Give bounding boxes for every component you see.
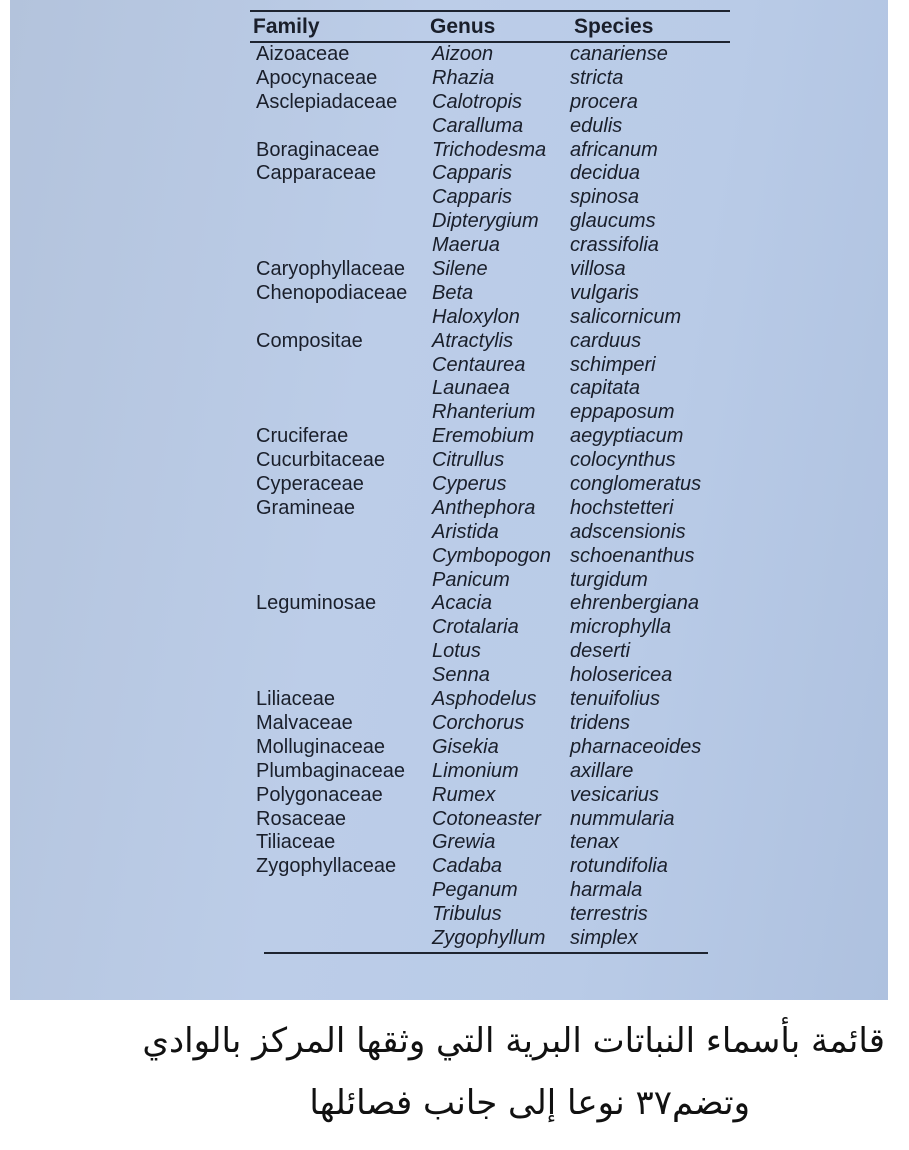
cell-genus: Haloxylon <box>432 305 520 328</box>
table-row <box>250 282 730 306</box>
table-row <box>250 640 730 664</box>
cell-genus: Panicum <box>432 568 510 591</box>
cell-species: simplex <box>570 926 638 949</box>
table-row <box>250 186 730 210</box>
cell-species: turgidum <box>570 568 648 591</box>
cell-genus: Calotropis <box>432 90 523 113</box>
cell-genus: Crotalaria <box>432 616 519 639</box>
table-row <box>250 162 730 186</box>
cell-species: canariense <box>570 43 668 65</box>
cell-family: Tiliaceae <box>256 831 336 854</box>
cell-species: tridens <box>570 711 631 734</box>
cell-family: Plumbaginaceae <box>256 759 405 782</box>
table-row <box>250 879 730 903</box>
table-row <box>250 903 730 927</box>
cell-family: Asclepiadaceae <box>256 90 398 113</box>
cell-genus: Cymbopogon <box>432 544 551 567</box>
cell-genus: Grewia <box>432 831 496 854</box>
cell-species: schimperi <box>570 353 656 376</box>
cell-species: nummularia <box>570 807 675 830</box>
cell-species: spinosa <box>570 186 639 209</box>
cell-species: villosa <box>570 258 626 281</box>
cell-genus: Caralluma <box>432 114 524 137</box>
cell-genus: Cyperus <box>432 473 507 496</box>
cell-genus: Beta <box>432 281 474 304</box>
cell-family: Apocynaceae <box>256 66 378 89</box>
cell-genus: Capparis <box>432 186 513 209</box>
table-row <box>250 784 730 808</box>
cell-family: Chenopodiaceae <box>256 281 408 304</box>
cell-genus: Dipterygium <box>432 210 539 233</box>
cell-genus: Anthephora <box>432 496 536 519</box>
table-body <box>250 43 730 951</box>
cell-genus: Zygophyllum <box>432 926 546 949</box>
cell-genus: Maerua <box>432 234 500 257</box>
cell-genus: Peganum <box>432 879 518 902</box>
table-row <box>250 927 730 951</box>
cell-genus: Corchorus <box>432 711 525 734</box>
cell-species: glaucums <box>570 210 656 233</box>
cell-family: Cyperaceae <box>256 473 364 496</box>
cell-species: procera <box>570 90 638 113</box>
table-row <box>250 808 730 832</box>
cell-genus: Acacia <box>432 592 493 615</box>
header-species: Species <box>574 15 654 38</box>
cell-species: capitata <box>570 377 641 400</box>
cell-family: Liliaceae <box>256 688 335 711</box>
table-row <box>250 760 730 784</box>
cell-species: aegyptiacum <box>570 425 684 448</box>
cell-family: Leguminosae <box>256 592 377 615</box>
cell-family: Caryophyllaceae <box>256 258 405 281</box>
table-row <box>250 377 730 401</box>
cell-family: Boraginaceae <box>256 138 380 161</box>
cell-species: vesicarius <box>570 783 659 806</box>
cell-species: axillare <box>570 759 634 782</box>
table-row <box>250 545 730 569</box>
cell-family: Molluginaceae <box>256 735 385 758</box>
cell-genus: Tribulus <box>432 903 502 926</box>
table-row <box>250 234 730 258</box>
cell-family: Malvaceae <box>256 711 353 734</box>
cell-species: salicornicum <box>570 305 682 328</box>
cell-genus: Lotus <box>432 640 481 663</box>
cell-family: Capparaceae <box>256 162 377 185</box>
cell-family: Cucurbitaceae <box>256 449 385 472</box>
cell-species: microphylla <box>570 616 672 639</box>
table-bottom-rule <box>264 952 708 954</box>
cell-species: holosericea <box>570 664 673 687</box>
cell-family: Rosaceae <box>256 807 347 830</box>
cell-genus: Rumex <box>432 783 496 806</box>
header-genus: Genus <box>430 15 496 38</box>
table-row <box>250 115 730 139</box>
cell-genus: Centaurea <box>432 353 526 376</box>
table-row <box>250 67 730 91</box>
cell-family: Polygonaceae <box>256 783 383 806</box>
table-row <box>250 210 730 234</box>
header-family: Family <box>253 15 320 38</box>
cell-species: schoenanthus <box>570 544 695 567</box>
cell-species: crassifolia <box>570 234 659 257</box>
table-row <box>250 521 730 545</box>
table-row <box>250 664 730 688</box>
table-row <box>250 497 730 521</box>
table-row <box>250 425 730 449</box>
cell-species: deserti <box>570 640 631 663</box>
cell-genus: Asphodelus <box>432 688 537 711</box>
cell-genus: Launaea <box>432 377 510 400</box>
cell-genus: Citrullus <box>432 449 505 472</box>
cell-genus: Rhazia <box>432 66 495 89</box>
cell-species: edulis <box>570 114 623 137</box>
cell-genus: Gisekia <box>432 735 499 758</box>
cell-family: Zygophyllaceae <box>256 855 397 878</box>
cell-species: africanum <box>570 138 658 161</box>
cell-species: adscensionis <box>570 520 686 543</box>
document-photo <box>10 0 888 1000</box>
cell-family: Cruciferae <box>256 425 349 448</box>
arabic-caption <box>0 1010 890 1134</box>
table-row <box>250 712 730 736</box>
table-row <box>250 43 730 67</box>
cell-genus: Capparis <box>432 162 513 185</box>
cell-species: tenuifolius <box>570 688 661 711</box>
cell-species: harmala <box>570 879 643 902</box>
table-row <box>250 592 730 616</box>
table-row <box>250 688 730 712</box>
table-row <box>250 473 730 497</box>
table-row <box>250 569 730 593</box>
cell-species: eppaposum <box>570 401 675 424</box>
cell-species: hochstetteri <box>570 496 674 519</box>
cell-genus: Eremobium <box>432 425 535 448</box>
table-row <box>250 855 730 879</box>
cell-genus: Silene <box>432 258 488 281</box>
cell-species: decidua <box>570 162 641 185</box>
table-row <box>250 330 730 354</box>
cell-species: terrestris <box>570 903 648 926</box>
cell-genus: Cotoneaster <box>432 807 541 830</box>
cell-species: carduus <box>570 329 642 352</box>
cell-species: ehrenbergiana <box>570 592 699 615</box>
cell-genus: Aristida <box>432 520 499 543</box>
cell-species: pharnaceoides <box>570 735 702 758</box>
table-row <box>250 736 730 760</box>
cell-genus: Senna <box>432 664 490 687</box>
cell-species: tenax <box>570 831 619 854</box>
table-row <box>250 306 730 330</box>
table-row <box>250 139 730 163</box>
table-row <box>250 401 730 425</box>
cell-genus: Limonium <box>432 759 519 782</box>
table-top-rule <box>250 10 730 12</box>
table-row <box>250 354 730 378</box>
cell-species: stricta <box>570 66 624 89</box>
table-row <box>250 831 730 855</box>
cell-genus: Rhanterium <box>432 401 536 424</box>
cell-species: vulgaris <box>570 281 639 304</box>
cell-genus: Trichodesma <box>432 138 547 161</box>
cell-genus: Aizoon <box>432 43 494 65</box>
cell-species: colocynthus <box>570 449 676 472</box>
cell-species: conglomeratus <box>570 473 702 496</box>
cell-family: Gramineae <box>256 496 355 519</box>
cell-species: rotundifolia <box>570 855 668 878</box>
cell-family: Aizoaceae <box>256 43 350 65</box>
caption-line-2: وتضم٣٧ نوعا إلى جانب فصائلها <box>309 1083 750 1123</box>
cell-genus: Atractylis <box>432 329 514 352</box>
cell-family: Compositae <box>256 329 363 352</box>
table-row <box>250 616 730 640</box>
table-row <box>250 449 730 473</box>
table-row <box>250 258 730 282</box>
cell-genus: Cadaba <box>432 855 503 878</box>
table-row <box>250 91 730 115</box>
caption-line-1: قائمة بأسماء النباتات البرية التي وثقها المركز بالوادي <box>142 1021 885 1061</box>
